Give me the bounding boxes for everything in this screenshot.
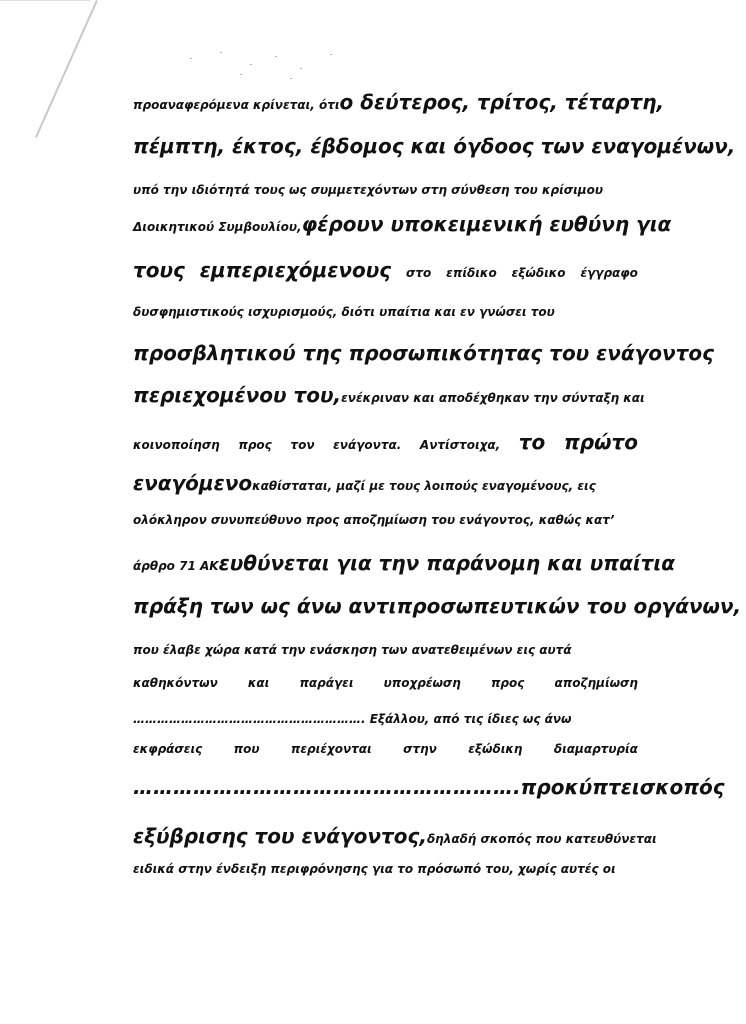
- body-text: επίδικο: [446, 266, 497, 280]
- body-text: άρθρο 71 ΑΚ: [133, 559, 219, 573]
- text-line: [133, 258, 638, 282]
- body-text: στην: [403, 742, 437, 756]
- text-line: [133, 824, 657, 848]
- scan-noise: [180, 48, 380, 88]
- emphasized-text: πράξη των ως άνω αντιπροσωπευτικών του οργάνων,: [133, 594, 742, 618]
- body-text: προαναφερόμενα κρίνεται, ότι: [133, 98, 340, 112]
- text-line: [133, 594, 742, 618]
- emphasized-text: ………………………………………………….προκύπτει: [133, 775, 640, 799]
- body-text: υποχρέωση: [383, 676, 461, 690]
- text-line: [133, 90, 665, 114]
- emphasized-text: σκοπός: [639, 775, 725, 799]
- text-line: [133, 383, 645, 407]
- body-text: ειδικά στην ένδειξη περιφρόνησης για το πρόσωπό του, χωρίς αυτές οι: [133, 862, 616, 876]
- emphasized-text: εμπεριεχόμενους: [199, 258, 392, 282]
- text-line: [133, 742, 638, 756]
- emphasized-text: φέρουν υποκειμενική ευθύνη για: [301, 212, 672, 236]
- body-text: στο: [405, 266, 432, 280]
- text-line: [133, 551, 675, 575]
- text-line: [133, 183, 638, 197]
- text-line: [133, 712, 638, 726]
- emphasized-text: ο δεύτερος, τρίτος, τέταρτη,: [339, 90, 665, 114]
- body-text: προς: [238, 438, 272, 452]
- body-text: Διοικητικού Συμβουλίου,: [133, 220, 302, 234]
- body-text: περιέχονται: [290, 742, 372, 756]
- emphasized-text: πέμπτη, έκτος, έβδομος και όγδοος των εναγομένων,: [133, 134, 736, 158]
- emphasized-text: τους: [133, 258, 185, 282]
- emphasized-text: πρώτο: [563, 430, 638, 454]
- body-text: εξώδικη: [468, 742, 523, 756]
- emphasized-text: εναγόμενο: [133, 471, 253, 495]
- body-text: κοινοποίηση: [133, 438, 220, 452]
- emphasized-text: προσβλητικού της προσωπικότητας του ενάγοντος: [133, 341, 714, 365]
- text-line: [133, 513, 638, 527]
- paper-edge-mark: [0, 0, 90, 1]
- body-text: ενάγοντα.: [333, 438, 402, 452]
- body-text: καθίσταται, μαζί με τους λοιπούς εναγομένους, εις: [252, 479, 596, 493]
- text-line: [133, 430, 638, 454]
- text-line: [133, 305, 638, 319]
- body-text: ενέκριναν και αποδέχθηκαν την σύνταξη και: [341, 391, 645, 405]
- body-text: …………………………………………………. Εξάλλου, από τις ίδιες ως άνω: [133, 712, 572, 726]
- text-line: [133, 862, 638, 876]
- emphasized-text: ευθύνεται για την παράνομη και υπαίτια: [218, 551, 675, 575]
- body-text: παράγει: [299, 676, 354, 690]
- text-line: [133, 643, 638, 657]
- text-line: [133, 471, 638, 495]
- body-text: και: [247, 676, 270, 690]
- text-line: [133, 134, 736, 158]
- body-text: Αντίστοιχα,: [419, 438, 501, 452]
- body-text: διαμαρτυρία: [553, 742, 638, 756]
- text-line: [133, 775, 725, 799]
- body-text: ολόκληρον συνυπεύθυνο προς αποζημίωση του ενάγοντος, καθώς κατ’: [133, 513, 615, 527]
- paper-crease-mark: [35, 0, 98, 138]
- body-text: υπό την ιδιότητά τους ως συμμετεχόντων στη σύνθεση του κρίσιμου: [133, 183, 603, 197]
- body-text: εκφράσεις: [133, 742, 203, 756]
- text-line: [133, 341, 714, 365]
- body-text: που: [233, 742, 260, 756]
- body-text: αποζημίωση: [554, 676, 638, 690]
- body-text: δηλαδή σκοπός που κατευθύνεται: [426, 832, 657, 846]
- body-text: τον: [290, 438, 315, 452]
- body-text: δυσφημιστικούς ισχυρισμούς, διότι υπαίτια και εν γνώσει του: [133, 305, 555, 319]
- body-text: καθηκόντων: [133, 676, 218, 690]
- emphasized-text: περιεχομένου του,: [133, 383, 342, 407]
- text-line: [133, 676, 638, 690]
- body-text: προς: [490, 676, 525, 690]
- emphasized-text: εξύβρισης του ενάγοντος,: [133, 824, 427, 848]
- emphasized-text: το: [518, 430, 546, 454]
- body-text: έγγραφο: [580, 266, 638, 280]
- body-text: που έλαβε χώρα κατά την ενάσκηση των ανατεθειμένων εις αυτά: [133, 643, 572, 657]
- text-line: [133, 212, 672, 236]
- body-text: εξώδικο: [511, 266, 566, 280]
